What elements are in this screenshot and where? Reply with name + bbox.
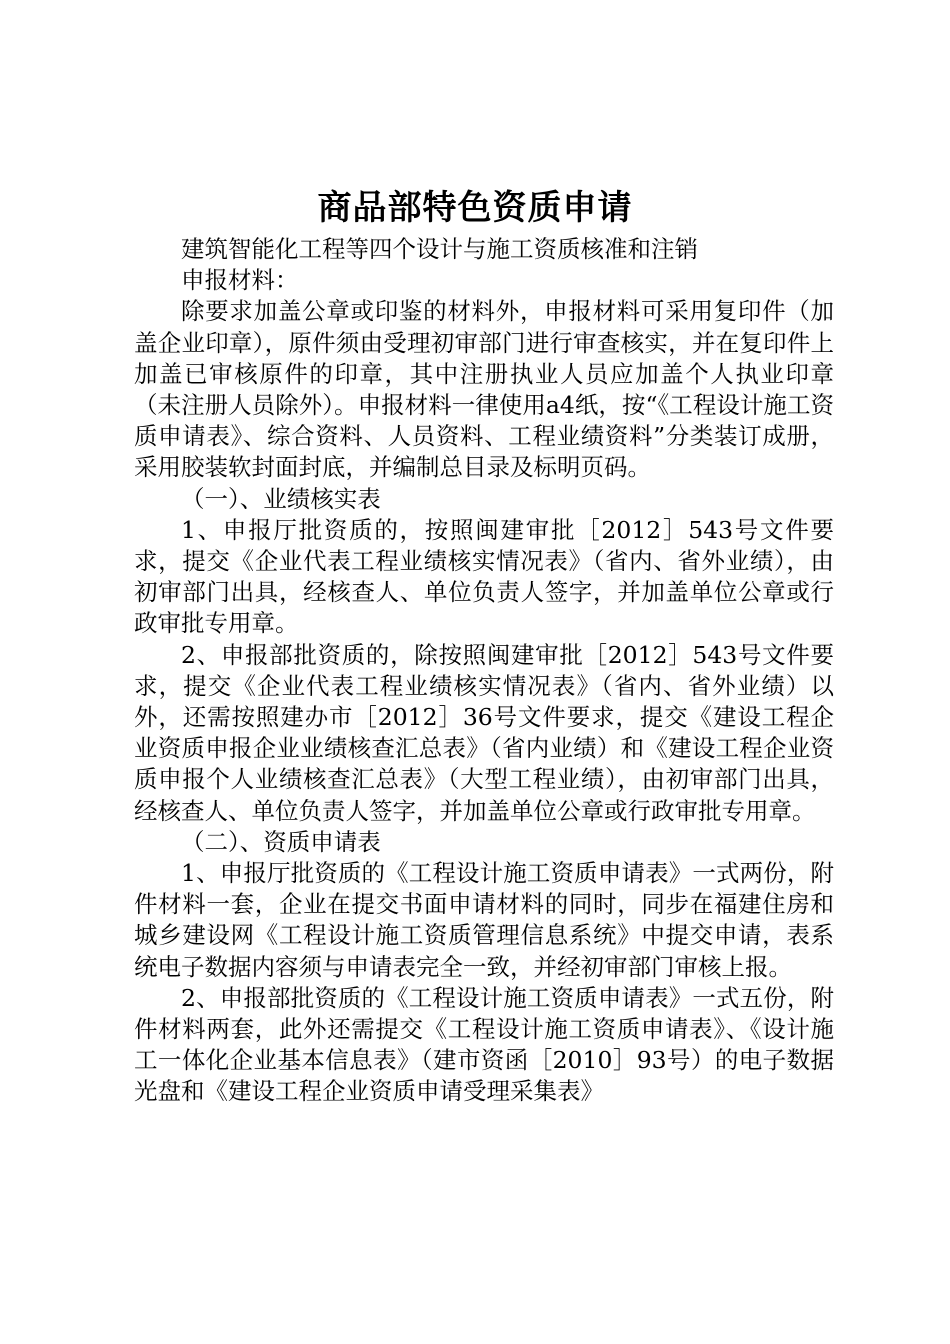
paragraph-application-2: 2、申报部批资质的《工程设计施工资质申请表》一式五份，附件材料两套，此外还需提交《工程设计施工资质申请表》、《设计施工一体化企业基本信息表》（建市资函［2010］93号）的电子数据光盘和《建设工程企业资质申请受理采集表》 xyxy=(134,983,834,1106)
document-title: 商品部特色资质申请 xyxy=(317,188,633,228)
paragraph-materials-label: 申报材料： xyxy=(181,266,299,295)
paragraph-application-1: 1、申报厅批资质的《工程设计施工资质申请表》一式两份，附件材料一套，企业在提交书面申请材料的同时，同步在福建住房和城乡建设网《工程设计施工资质管理信息系统》中提交申请，表系统电子数据内容须与申请表完全一致，并经初审部门审核上报。 xyxy=(134,859,834,981)
paragraph-subject: 建筑智能化工程等四个设计与施工资质核准和注销 xyxy=(181,235,698,263)
section-heading-application: （二）、资质申请表 xyxy=(181,827,381,856)
paragraph-performance-2: 2、申报部批资质的，除按照闽建审批［2012］543号文件要求，提交《企业代表工程业绩核实情况表》（省内、省外业绩）以外，还需按照建办市［2012］36号文件要求，提交《建设工程企业资质申报企业业绩核查汇总表》（省内业绩）和《建设工程企业资质申报个人业绩核查汇总表》（大型工程业绩），由初审部门出具，经核查人、单位负责人签字，并加盖单位公章或行政审批专用章。 xyxy=(134,640,834,825)
document-body xyxy=(134,234,834,1108)
section-heading-performance: （一）、业绩核实表 xyxy=(181,484,381,513)
paragraph-materials-general: 除要求加盖公章或印鉴的材料外，申报材料可采用复印件（加盖企业印章），原件须由受理初审部门进行审查核实，并在复印件上加盖已审核原件的印章，其中注册执业人员应加盖个人执业印章（未注册人员除外）。申报材料一律使用a4纸，按“《工程设计施工资质申请表》、综合资料、人员资料、工程业绩资料”分类装订成册，采用胶装软封面封底，并编制总目录及标明页码。 xyxy=(134,297,834,482)
paragraph-performance-1: 1、申报厅批资质的，按照闽建审批［2012］543号文件要求，提交《企业代表工程业绩核实情况表》（省内、省外业绩），由初审部门出具，经核查人、单位负责人签字，并加盖单位公章或行政审批专用章。 xyxy=(134,515,834,638)
